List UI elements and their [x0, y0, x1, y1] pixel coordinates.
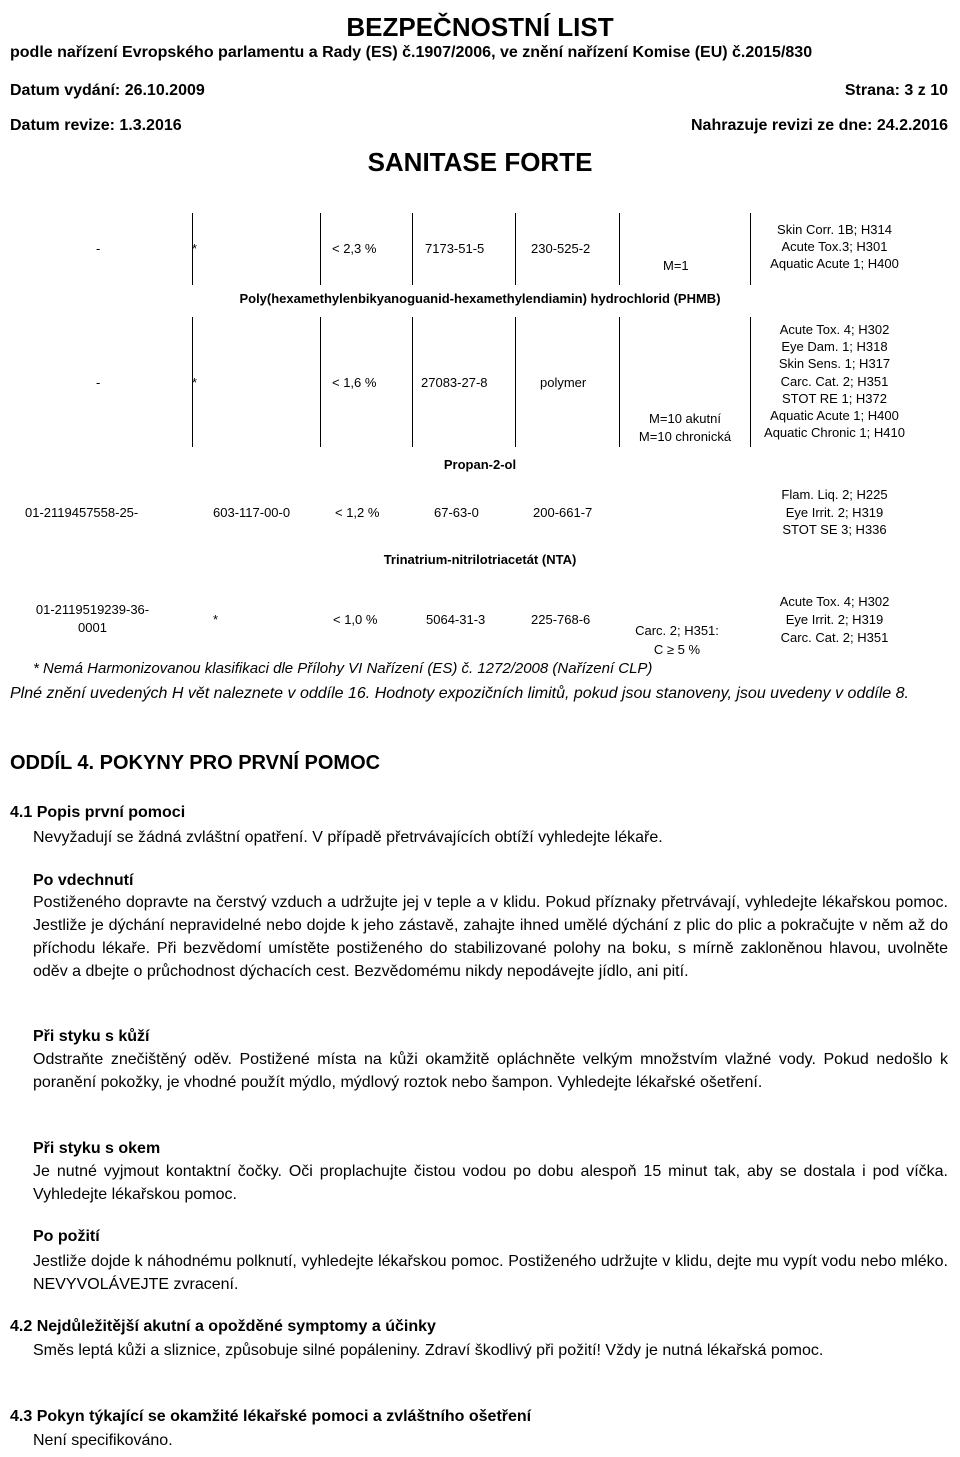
skin-contact-title: Při styku s kůží [33, 1028, 150, 1045]
issue-date: Datum vydání: 26.10.2009 [10, 82, 205, 99]
row2-m-factors: M=10 akutní M=10 chronická [638, 411, 732, 444]
row4-index: * [213, 612, 219, 627]
regulation-subtitle: podle nařízení Evropského parlamentu a Rady (ES) č.1907/2006, ve znění nařízení Komise (EU) č.2015/830 [10, 44, 813, 61]
inhalation-text: Postiženého dopravte na čerstvý vzduch a udržujte jej v teple a v klidu. Pokud příznaky přetrvávají, vyhledejte lékařskou pomoc. Jestliže je dýchání nepravidelné nebo dojde k jeho zástavě, zahajte ihned umělé dýchání z plic do plic a pokračujte v něm až do příchodu lékaře. Při bezvědomí umístěte postiženého do stabilizované polohy na boku, s mírně zakloněnou hlavou, uvolněte oděv a dbejte o průchodnost dýchacích cest. Bezvědomému nikdy nepodávejte jídlo, ani pití. [33, 894, 948, 980]
row3-cas: 67-63-0 [434, 505, 479, 520]
harmonized-classification-footnote: * Nemá Harmonizovanou klasifikaci dle Přílohy VI Nařízení (ES) č. 1272/2008 (Nařízení CLP) [33, 660, 653, 677]
substance-name-phmb: Poly(hexamethylenbikyanoguanid-hexamethylendiamin) hydrochlorid (PHMB) [239, 291, 721, 306]
row4-cas: 5064-31-3 [426, 612, 486, 627]
section-4-title: ODDÍL 4. POKYNY PRO PRVNÍ POMOC [10, 752, 381, 774]
row2-index: * [192, 375, 198, 390]
row2-cas: 27083-27-8 [421, 375, 488, 390]
skin-contact-text: Odstraňte znečištěný oděv. Postižené místa na kůži okamžitě opláchněte velkým množstvím vlažné vody. Pokud nedošlo k poranění pokožky, je vhodné použít mýdlo, mýdlový roztok nebo šampon. Vyhledejte lékařské ošetření. [33, 1051, 948, 1091]
row4-registration: 01-2119519239-36- 0001 [35, 602, 150, 635]
section-4-3-title: 4.3 Pokyn týkající se okamžité lékařské pomoci a zvláštního ošetření [10, 1408, 532, 1425]
row3-ec: 200-661-7 [533, 505, 593, 520]
ingestion-text: Jestliže dojde k náhodnému polknutí, vyhledejte lékařskou pomoc. Postiženého udržujte v klidu, dejte mu vypít vodu nebo mléko. NEVYVOLÁVEJTE zvracení. [33, 1253, 948, 1293]
row3-concentration: < 1,2 % [335, 505, 380, 520]
row2-concentration: < 1,6 % [332, 375, 377, 390]
section-4-2-title: 4.2 Nejdůležitější akutní a opožděné symptomy a účinky [10, 1318, 436, 1335]
substance-name-nta: Trinatrium-nitrilotriacetát (NTA) [383, 552, 577, 567]
row4-ec: 225-768-6 [531, 612, 591, 627]
row1-classification: Skin Corr. 1B; H314 Acute Tox.3; H301 Aquatic Acute 1; H400 [770, 222, 899, 271]
table-divider [750, 317, 751, 447]
row1-ec: 230-525-2 [531, 241, 591, 256]
h-phrases-note: Plné znění uvedených H vět naleznete v oddíle 16. Hodnoty expozičních limitů, pokud jsou stanoveny, jsou uvedeny v oddíle 8. [10, 685, 909, 702]
substance-name-propanol: Propan-2-ol [443, 457, 517, 472]
row1-index: * [192, 241, 198, 256]
row2-registration: - [96, 375, 101, 390]
eye-contact-title: Při styku s okem [33, 1140, 161, 1157]
table-divider [515, 213, 516, 285]
page-number: Strana: 3 z 10 [844, 82, 948, 99]
table-divider [750, 213, 751, 285]
table-divider [619, 213, 620, 285]
table-divider [412, 317, 413, 447]
row1-cas: 7173-51-5 [425, 241, 485, 256]
eye-contact-text: Je nutné vyjmout kontaktní čočky. Oči proplachujte čistou vodou po dobu alespoň 15 minut tak, aby se dostala i pod víčka. Vyhledejte lékařskou pomoc. [33, 1163, 948, 1203]
row2-classification: Acute Tox. 4; H302 Eye Dam. 1; H318 Skin Sens. 1; H317 Carc. Cat. 2; H351 STOT RE 1; H372 Aquatic Acute 1; H400 Aquatic Chronic 1; H410 [764, 322, 905, 441]
replaces-revision: Nahrazuje revizi ze dne: 24.2.2016 [690, 117, 948, 134]
row3-classification: Flam. Liq. 2; H225 Eye Irrit. 2; H319 STOT SE 3; H336 [781, 487, 888, 537]
row1-registration: - [96, 241, 101, 256]
revision-date: Datum revize: 1.3.2016 [10, 117, 182, 134]
row4-classification: Acute Tox. 4; H302 Eye Irrit. 2; H319 Carc. Cat. 2; H351 [779, 594, 890, 645]
row4-concentration: < 1,0 % [333, 612, 378, 627]
document-title: BEZPEČNOSTNÍ LIST [346, 12, 614, 42]
ingestion-title: Po požití [33, 1228, 100, 1245]
row3-index: 603-117-00-0 [213, 505, 291, 520]
inhalation-title: Po vdechnutí [33, 872, 134, 889]
product-name: SANITASE FORTE [367, 147, 593, 177]
section-4-2-text: Směs leptá kůži a sliznice, způsobuje silné popáleniny. Zdraví škodlivý při požití! Vždy je nutná lékařská pomoc. [33, 1342, 824, 1359]
section-4-1-text: Nevyžadují se žádná zvláštní opatření. V případě přetrvávajících obtíží vyhledejte lékaře. [33, 829, 663, 846]
table-divider [320, 317, 321, 447]
table-divider [320, 213, 321, 285]
row1-m-factor: M=1 [663, 258, 689, 273]
table-divider [412, 213, 413, 285]
row1-concentration: < 2,3 % [332, 241, 377, 256]
row3-registration: 01-2119457558-25- [25, 505, 139, 520]
section-4-1-title: 4.1 Popis první pomoci [10, 804, 186, 821]
table-divider [515, 317, 516, 447]
section-4-3-text: Není specifikováno. [33, 1432, 173, 1449]
row4-m-factors: Carc. 2; H351: C ≥ 5 % [635, 623, 719, 657]
row2-ec: polymer [540, 375, 587, 390]
